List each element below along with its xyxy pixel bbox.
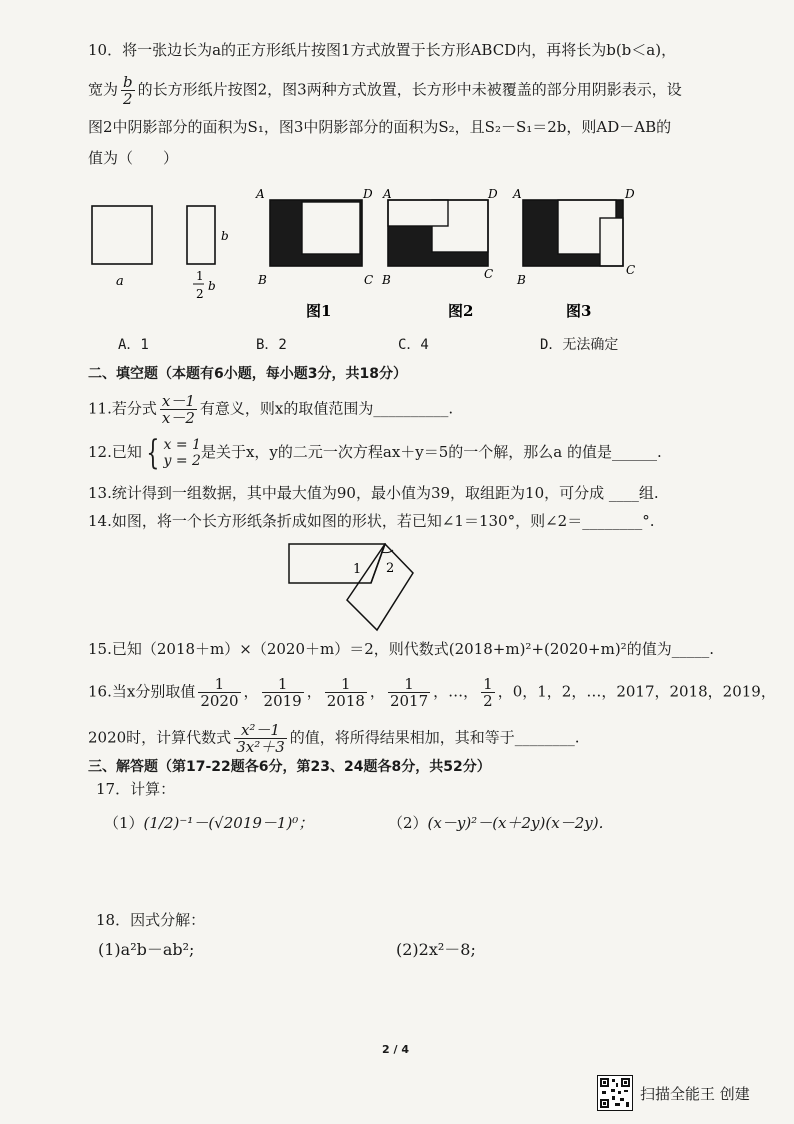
fig3-B: B (517, 273, 526, 287)
fig1-D: D (363, 187, 373, 201)
footer-brand: 扫描全能王 创建 (640, 1085, 750, 1103)
page-number: 2 / 4 (382, 1043, 409, 1056)
fig2-caption: 图2 (448, 302, 474, 320)
q10-choice-c: C．4 (398, 337, 429, 353)
label-half-num: 1 (196, 269, 204, 283)
q10-choice-b: B．2 (256, 337, 287, 353)
q10-line1: 10．将一张边长为a的正方形纸片按图1方式放置于长方形ABCD内，再将长为b(b＜a)， (88, 41, 677, 59)
paper-strip-left (289, 544, 385, 583)
qr-code-icon (597, 1075, 633, 1111)
q17-part1-label: （1） (104, 814, 144, 832)
q11-prefix: 11.若分式 (88, 399, 157, 418)
angle-1-label: 1 (353, 562, 362, 577)
q16-frac-2017: $\frac{1}{2017}$ (389, 675, 429, 710)
q11-fraction (160, 393, 197, 426)
fig3-D: D (625, 187, 635, 201)
fig1-C: C (364, 273, 374, 287)
q16-line2 (88, 722, 580, 755)
rect-b (187, 206, 215, 264)
fraction-denominator: 2 (123, 90, 133, 108)
fig3-A: A (513, 187, 522, 201)
q16-tail: ，0，1，2，…，2017，2018，2019， (497, 682, 776, 701)
fig2-D: D (488, 187, 498, 201)
q14-figure (285, 538, 435, 636)
q17-title: 17．计算： (96, 780, 176, 798)
q10-line4: 值为（ ） (88, 149, 179, 167)
q18-part2: (2)2x²－8; (396, 940, 476, 959)
q12-eq1: x = 1 (163, 437, 201, 453)
q12-blank: ______. (612, 443, 662, 461)
q12-eq2: y = 2 (163, 453, 201, 469)
q10-choice-d: D．无法确定 (540, 337, 619, 353)
q16-frac-2020: $\frac{1}{2020}$ (200, 675, 239, 710)
q16-frac-2019: $\frac{1}{2019}$ (263, 675, 302, 710)
q16-blank: ________. (514, 728, 580, 747)
fig1-B: B (258, 273, 267, 287)
q15: 15.已知（2018＋m）×（2020＋m）＝2，则代数式(2018+m)²+(2020+m)²的值为_____. (88, 640, 714, 658)
q10-line2-prefix: 宽为 (88, 80, 119, 99)
q11-blank: __________. (373, 399, 454, 418)
q18-title: 18．因式分解： (96, 911, 206, 929)
q16-expr-fraction: $\frac{\text{x²－1}}{\text{3x²＋3}}$ (236, 721, 285, 756)
fraction-numerator: b (123, 73, 133, 91)
q10-line3: 图2中阴影部分的面积为S₁，图3中阴影部分的面积为S₂，且S₂－S₁＝2b，则AD－AB的 (88, 118, 672, 136)
q10-fraction-b-over-2 (121, 74, 135, 107)
q10-choice-a: A．1 (118, 337, 149, 353)
q12 (88, 433, 662, 473)
q16-frac-2018: $\frac{1}{2018}$ (326, 675, 365, 710)
fig1-caption: 图1 (306, 302, 332, 320)
q13: 13.统计得到一组数据，其中最大值为90，最小值为39，取组距为10，可分成 ____组. (88, 484, 659, 502)
q16-line2-text: 的值，将所得结果相加，其和等于 (289, 728, 515, 747)
fig3-strip (600, 218, 623, 266)
label-half-den: 2 (196, 287, 204, 301)
angle-2-label: 2 (386, 561, 395, 576)
q18-part1: (1)a²b－ab²; (98, 940, 195, 959)
q10-figures (80, 180, 660, 330)
q17-part2-expr: (x－y)²－(x＋2y)(x－2y)． (427, 814, 614, 832)
q11-denominator: x－2 (161, 409, 195, 427)
q16-frac-half: $\frac{1}{2}$ (483, 675, 493, 710)
fig1-A: A (256, 187, 265, 201)
q16-prefix: 16.当x分别取值 (88, 682, 196, 701)
q10-line2 (88, 74, 682, 107)
label-a: a (116, 274, 124, 289)
label-half-b: b (208, 279, 216, 293)
fig2-A: A (383, 187, 392, 201)
q17-part1 (104, 813, 313, 833)
q11 (88, 393, 453, 426)
section-2-heading: 二、填空题（本题有6小题，每小题3分，共18分） (88, 366, 407, 382)
q11-numerator: x－1 (161, 392, 195, 410)
q14: 14.如图，将一个长方形纸条折成如图的形状，若已知∠1＝130°，则∠2＝________°. (88, 512, 655, 530)
fig3-C: C (626, 263, 636, 277)
q16-ellipsis: ，…， (433, 682, 479, 701)
q10-line2-suffix: 的长方形纸片按图2，图3两种方式放置，长方形中未被覆盖的部分用阴影表示，设 (137, 80, 682, 99)
fig2-strip (388, 200, 448, 226)
q12-prefix: 12.已知 (88, 443, 142, 461)
brace-icon: { (146, 433, 160, 473)
q12-system (164, 437, 201, 469)
q11-text: 有意义，则x的取值范围为 (199, 399, 374, 418)
q17-part2 (388, 813, 614, 833)
q16-line2-prefix: 2020时，计算代数式 (88, 728, 232, 747)
q12-text: 是关于x，y的二元一次方程ax＋y＝5的一个解，那么a 的值是 (200, 443, 613, 461)
fig2-C: C (484, 267, 494, 281)
fig1-square (302, 202, 360, 254)
square-a (92, 206, 152, 264)
q17-part1-expr: (1/2)⁻¹－(√2019－1)⁰； (143, 814, 314, 832)
label-b: b (221, 229, 229, 243)
fig3-caption: 图3 (566, 302, 592, 320)
fig2-B: B (382, 273, 391, 287)
q16-line1: 16.当x分别取值 $\frac{1}{2020}$ ， $\frac{1}{2019}$ ， $\frac{1}{2018}$ ， $\frac{1}{2017}$ ，…， $\frac{1}{2}$ ，0，1，2，…，2017，2018，2019， (88, 675, 776, 710)
q17-part2-label: （2） (388, 814, 428, 832)
section-3-heading: 三、解答题（第17-22题各6分，第23、24题各8分，共52分） (88, 759, 491, 775)
